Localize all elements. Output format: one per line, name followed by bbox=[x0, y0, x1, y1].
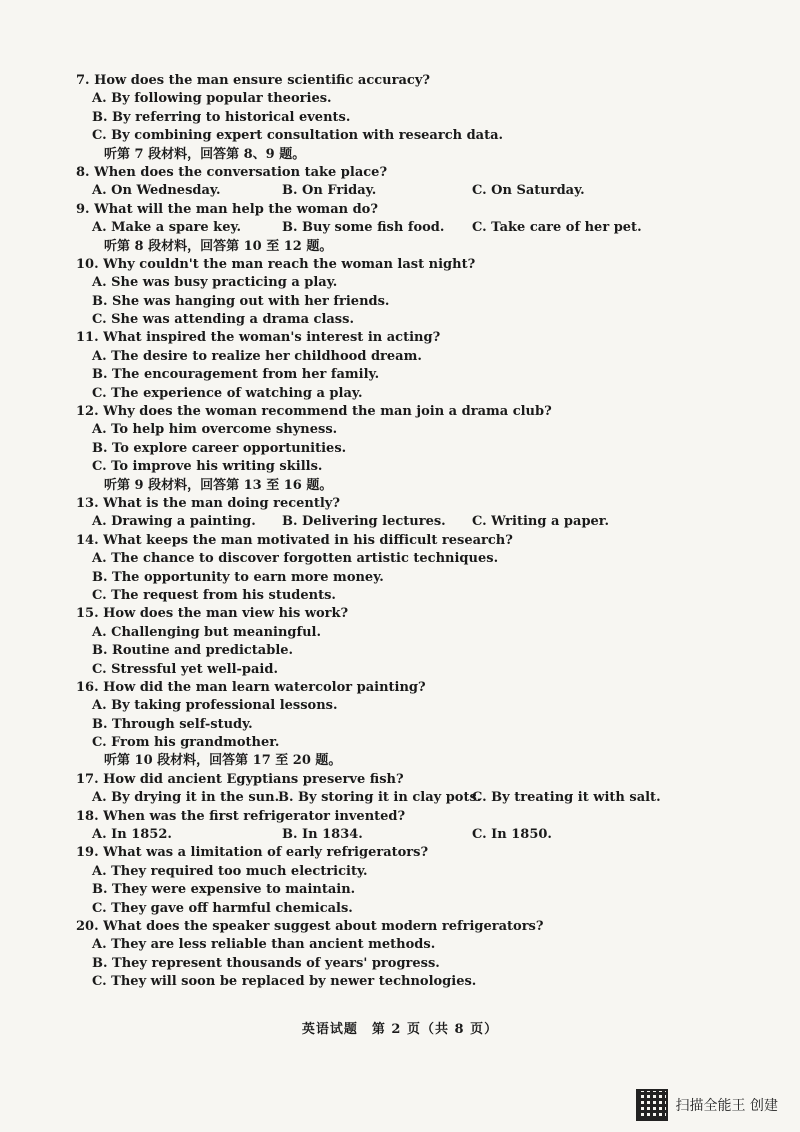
option: A. By drying it in the sun. bbox=[92, 790, 280, 806]
option: A. On Wednesday. bbox=[92, 183, 221, 199]
option: B. By referring to historical events. bbox=[92, 109, 351, 125]
option: B. To explore career opportunities. bbox=[92, 440, 347, 456]
option: A. Challenging but meaningful. bbox=[92, 624, 322, 640]
option: A. She was busy practicing a play. bbox=[92, 275, 338, 291]
question: 12. Why does the woman recommend the man join a drama club? bbox=[76, 404, 552, 420]
question: 19. What was a limitation of early refrigerators? bbox=[76, 845, 429, 861]
option: B. Routine and predictable. bbox=[92, 643, 294, 659]
question: 18. When was the first refrigerator invented? bbox=[76, 808, 406, 824]
option: B. By storing it in clay pots. bbox=[278, 790, 482, 806]
option: A. In 1852. bbox=[92, 827, 172, 843]
option: C. By treating it with salt. bbox=[472, 790, 661, 806]
option-row bbox=[76, 513, 726, 531]
option: B. She was hanging out with her friends. bbox=[92, 293, 390, 309]
option: C. The request from his students. bbox=[92, 587, 336, 603]
section-instruction: 听第 10 段材料，回答第 17 至 20 题。 bbox=[104, 753, 342, 769]
option-row bbox=[76, 219, 726, 237]
option: C. To improve his writing skills. bbox=[92, 459, 323, 475]
option: B. They represent thousands of years' progress. bbox=[92, 955, 440, 971]
option: B. Delivering lectures. bbox=[282, 514, 446, 530]
question: 10. Why couldn't the man reach the woman last night? bbox=[76, 256, 476, 272]
question: 15. How does the man view his work? bbox=[76, 606, 349, 622]
option: C. By combining expert consultation with research data. bbox=[92, 128, 504, 144]
option: A. The desire to realize her childhood dream. bbox=[92, 348, 422, 364]
question: 7. How does the man ensure scientific accuracy? bbox=[76, 73, 430, 88]
option: C. Take care of her pet. bbox=[472, 220, 642, 236]
option: A. Drawing a painting. bbox=[92, 514, 256, 530]
question: 17. How did ancient Egyptians preserve fish? bbox=[76, 771, 404, 787]
option: B. On Friday. bbox=[282, 183, 377, 199]
section-instruction: 听第 8 段材料，回答第 10 至 12 题。 bbox=[104, 238, 333, 254]
question: 9. What will the man help the woman do? bbox=[76, 201, 378, 217]
option: C. Stressful yet well-paid. bbox=[92, 661, 278, 677]
watermark-text: 扫描全能王 创建 bbox=[675, 1098, 778, 1114]
option: B. The encouragement from her family. bbox=[92, 367, 380, 383]
option: B. In 1834. bbox=[282, 827, 363, 843]
option: C. They gave off harmful chemicals. bbox=[92, 900, 353, 916]
option: B. They were expensive to maintain. bbox=[92, 882, 356, 898]
option: C. The experience of watching a play. bbox=[92, 385, 363, 401]
option: B. Through self-study. bbox=[92, 716, 253, 732]
option: A. By taking professional lessons. bbox=[92, 698, 338, 714]
option: A. To help him overcome shyness. bbox=[92, 422, 338, 438]
qr-code-icon bbox=[636, 1089, 668, 1121]
section-instruction: 听第 7 段材料，回答第 8、9 题。 bbox=[104, 146, 306, 162]
option-row bbox=[76, 789, 726, 807]
question: 11. What inspired the woman's interest in acting? bbox=[76, 330, 441, 346]
question: 8. When does the conversation take place? bbox=[76, 164, 388, 180]
option: C. She was attending a drama class. bbox=[92, 312, 354, 328]
question: 14. What keeps the man motivated in his difficult research? bbox=[76, 532, 513, 548]
option: B. Buy some fish food. bbox=[282, 220, 445, 236]
option: C. They will soon be replaced by newer technologies. bbox=[92, 974, 477, 990]
option: C. On Saturday. bbox=[472, 183, 585, 199]
option: C. In 1850. bbox=[472, 827, 552, 843]
option-row bbox=[76, 826, 726, 844]
option: A. They are less reliable than ancient methods. bbox=[92, 937, 436, 953]
option: C. Writing a paper. bbox=[472, 514, 609, 530]
scanner-watermark bbox=[636, 1088, 778, 1122]
option: B. The opportunity to earn more money. bbox=[92, 569, 384, 585]
option: A. By following popular theories. bbox=[92, 91, 332, 107]
page-footer: 英语试题 第 2 页（共 8 页） bbox=[301, 1022, 499, 1037]
option: A. They required too much electricity. bbox=[92, 863, 368, 879]
question: 20. What does the speaker suggest about modern refrigerators? bbox=[76, 918, 544, 934]
question-list bbox=[76, 72, 726, 992]
question: 13. What is the man doing recently? bbox=[76, 495, 340, 511]
option: C. From his grandmother. bbox=[92, 735, 280, 751]
question: 16. How did the man learn watercolor painting? bbox=[76, 679, 426, 695]
section-instruction: 听第 9 段材料，回答第 13 至 16 题。 bbox=[104, 477, 333, 493]
option-row bbox=[76, 182, 726, 200]
option: A. The chance to discover forgotten artistic techniques. bbox=[92, 551, 499, 567]
option: A. Make a spare key. bbox=[92, 220, 242, 236]
